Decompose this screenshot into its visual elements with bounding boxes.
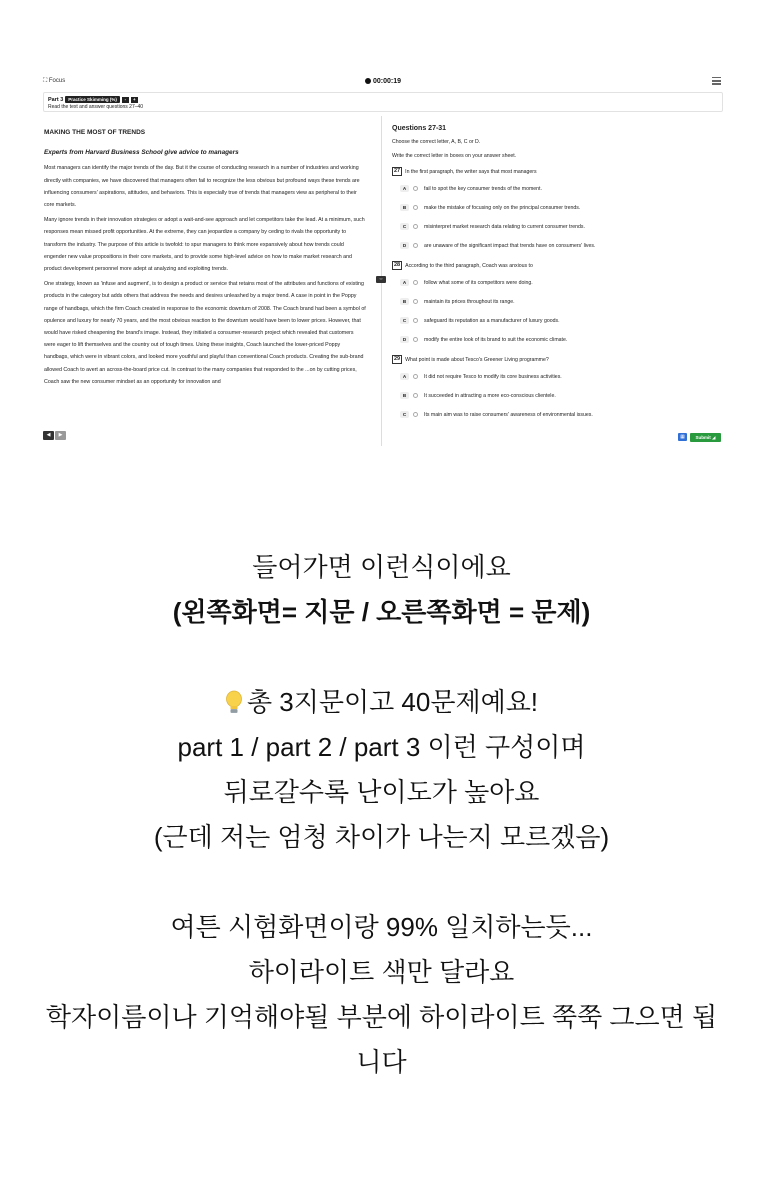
option-27-b[interactable] <box>400 204 722 211</box>
exam-screenshot <box>38 70 728 446</box>
part-label: Part 3 <box>48 96 64 103</box>
radio-button[interactable] <box>413 374 418 379</box>
lightbulb-icon <box>225 690 243 716</box>
passage-panel <box>44 127 366 391</box>
caption-line: 니다 <box>356 1047 407 1077</box>
resize-handle-icon[interactable]: ⇔ <box>376 276 386 283</box>
radio-button[interactable] <box>413 337 418 342</box>
question-text: What point is made about Tesco's Greener Living programme? <box>405 356 549 363</box>
option-text: are unaware of the significant impact that trends have on consumers' lives. <box>424 242 596 249</box>
caption-line: 하이라이트 색만 달라요 <box>248 957 515 987</box>
option-letter: B <box>400 298 409 305</box>
passage-paragraph: One strategy, known as 'infuse and augment', is to design a product or service that retains most of the attributes and functions of existing products in the category but adds others that address the needs and desires unleashed by a major trend. A case in point in the Poppy range of handbags, which the firm Coach created in response to the economic downturn of 2008. The Coach brand had been a symbol of opulence and luxury for nearly 70 years, and the most obvious reaction to the downturn would have been to lower prices. However, that would have risked cheapening the brand's image. Instead, they initiated a consumer-research project which revealed that customers were eager to lift themselves and the country out of tough times. Using these insights, Coach launched the lower-priced Poppy handbags, which were in vibrant colors, and looked more youthful and playful than conventional Coach products. Creating the sub-brand allowed Coach to avert an across-the-board price cut. In contrast to the many companies that responded to the ...on by cutting prices, Coach saw the new consumer mindset as an opportunity for innovation and <box>44 281 366 385</box>
option-28-b[interactable] <box>400 298 722 305</box>
nav-buttons <box>43 431 66 440</box>
passage-subtitle: Experts from Harvard Business School give advice to managers <box>44 149 239 157</box>
option-27-a[interactable] <box>400 185 722 192</box>
option-29-a[interactable] <box>400 373 722 380</box>
question-number: 27 <box>394 168 401 174</box>
caption-line: part 1 / part 2 / part 3 이런 구성이며 <box>177 732 586 762</box>
clock-icon <box>365 78 371 84</box>
caption-line: 여튼 시험화면이랑 99% 일치하는듯... <box>170 912 593 942</box>
question-27 <box>392 167 722 176</box>
review-grid-icon[interactable]: ▦ <box>678 433 687 441</box>
hamburger-menu-icon[interactable] <box>712 77 721 85</box>
radio-button[interactable] <box>413 412 418 417</box>
option-letter: B <box>400 392 409 399</box>
radio-button[interactable] <box>413 186 418 191</box>
questions-heading: Questions 27-31 <box>392 125 447 132</box>
timer-value: 00:00:19 <box>373 78 402 85</box>
option-text: It did not require Tesco to modify its core business activities. <box>424 373 562 380</box>
caption-text <box>0 545 763 1085</box>
passage-paragraph: Most managers can identify the major trends of the day. But it the course of conducting research in a number of industries and working directly with companies, we have discovered that managers often fail to recognize the less obvious but profound ways these trends are influencing consumers' aspirations, attitudes, and behaviors. This is especially true of trends that managers view as peripheral to their core markets. <box>44 165 360 209</box>
option-27-d[interactable] <box>400 242 722 249</box>
arrow-left-icon[interactable]: ◀ <box>43 431 54 440</box>
option-text: fail to spot the key consumer trends of the moment. <box>424 185 542 192</box>
part-badge: Practice Skimming (%) <box>65 96 120 103</box>
option-text: make the mistake of focusing only on the principal consumer trends. <box>424 204 581 211</box>
question-28 <box>392 261 722 270</box>
radio-button[interactable] <box>413 318 418 323</box>
option-29-b[interactable] <box>400 392 722 399</box>
radio-button[interactable] <box>413 299 418 304</box>
arrow-right-icon[interactable]: ▶ <box>55 431 66 440</box>
radio-button[interactable] <box>413 205 418 210</box>
caption-line: (왼쪽화면= 지문 / 오른쪽화면 = 문제) <box>172 597 591 627</box>
option-text: It succeeded in attracting a more eco-conscious clientele. <box>424 392 556 399</box>
radio-button[interactable] <box>413 224 418 229</box>
option-28-d[interactable] <box>400 336 722 343</box>
option-text: maintain its prices throughout its range. <box>424 298 515 305</box>
option-text: safeguard its reputation as a manufacturer of luxury goods. <box>424 317 560 324</box>
caption-line <box>0 680 763 725</box>
caption-line: (근데 저는 엄청 차이가 나는지 모르겠음) <box>153 822 610 852</box>
plus-icon[interactable]: + <box>131 97 138 103</box>
option-letter: A <box>400 373 409 380</box>
option-29-c[interactable] <box>400 411 722 418</box>
passage-title: MAKING THE MOST OF TRENDS <box>44 129 146 136</box>
focus-button[interactable]: ⛶ Focus <box>43 78 66 84</box>
submit-button[interactable]: Submit ◢ <box>690 433 721 442</box>
radio-button[interactable] <box>413 280 418 285</box>
option-letter: C <box>400 411 409 418</box>
questions-instruction: Choose the correct letter, A, B, C or D. <box>392 139 481 145</box>
submit-label: Submit <box>695 435 711 440</box>
questions-panel <box>392 125 722 430</box>
option-28-a[interactable] <box>400 279 722 286</box>
passage-paragraph: Many ignore trends in their innovation strategies or adopt a wait-and-see approach and let competitors take the lead. At a minimum, such responses mean missed profit opportunities. At the extreme, they can jeopardize a company by ceding to rivals the opportunity to transform the industry. The purpose of this article is twofold: to spur managers to think more expansively about how trends could engender new value propositions in their core markets, and to provide some high-level advice on how to make market research and product development personnel more adept at analyzing and exploiting trends. <box>44 217 365 273</box>
option-27-c[interactable] <box>400 223 722 230</box>
focus-label: Focus <box>48 78 66 84</box>
question-number: 29 <box>394 356 401 362</box>
caption-line: 들어가면 이런식이에요 <box>252 552 511 582</box>
option-text: misinterpret market research data relating to current consumer trends. <box>424 223 585 230</box>
top-bar <box>38 70 728 92</box>
minus-icon[interactable]: - <box>122 97 129 103</box>
option-text: Its main aim was to raise consumers' awareness of environmental issues. <box>424 411 593 418</box>
question-text: In the first paragraph, the writer says that most managers <box>405 168 537 175</box>
option-letter: B <box>400 204 409 211</box>
question-29 <box>392 355 722 364</box>
option-text: follow what some of its competitors were doing. <box>424 279 533 286</box>
radio-button[interactable] <box>413 393 418 398</box>
timer <box>365 78 401 85</box>
option-letter: C <box>400 317 409 324</box>
part-instructions: Read the text and answer questions 27–40 <box>48 104 144 110</box>
question-text: According to the third paragraph, Coach was anxious to <box>405 262 533 269</box>
question-number: 28 <box>394 262 401 268</box>
caption-line-text: 총 3지문이고 40문제예요! <box>246 687 539 717</box>
caption-line: 학자이름이나 기억해야될 부분에 하이라이트 쭉쭉 그으면 됩 <box>45 1002 718 1032</box>
radio-button[interactable] <box>413 243 418 248</box>
option-letter: D <box>400 336 409 343</box>
caption-line: 뒤로갈수록 난이도가 높아요 <box>223 777 540 807</box>
questions-instruction: Write the correct letter in boxes on your answer sheet. <box>392 153 517 159</box>
option-letter: A <box>400 279 409 286</box>
option-letter: A <box>400 185 409 192</box>
option-text: modify the entire look of its brand to suit the economic climate. <box>424 336 568 343</box>
part-header <box>43 92 723 112</box>
option-letter: D <box>400 242 409 249</box>
option-letter: C <box>400 223 409 230</box>
option-28-c[interactable] <box>400 317 722 324</box>
